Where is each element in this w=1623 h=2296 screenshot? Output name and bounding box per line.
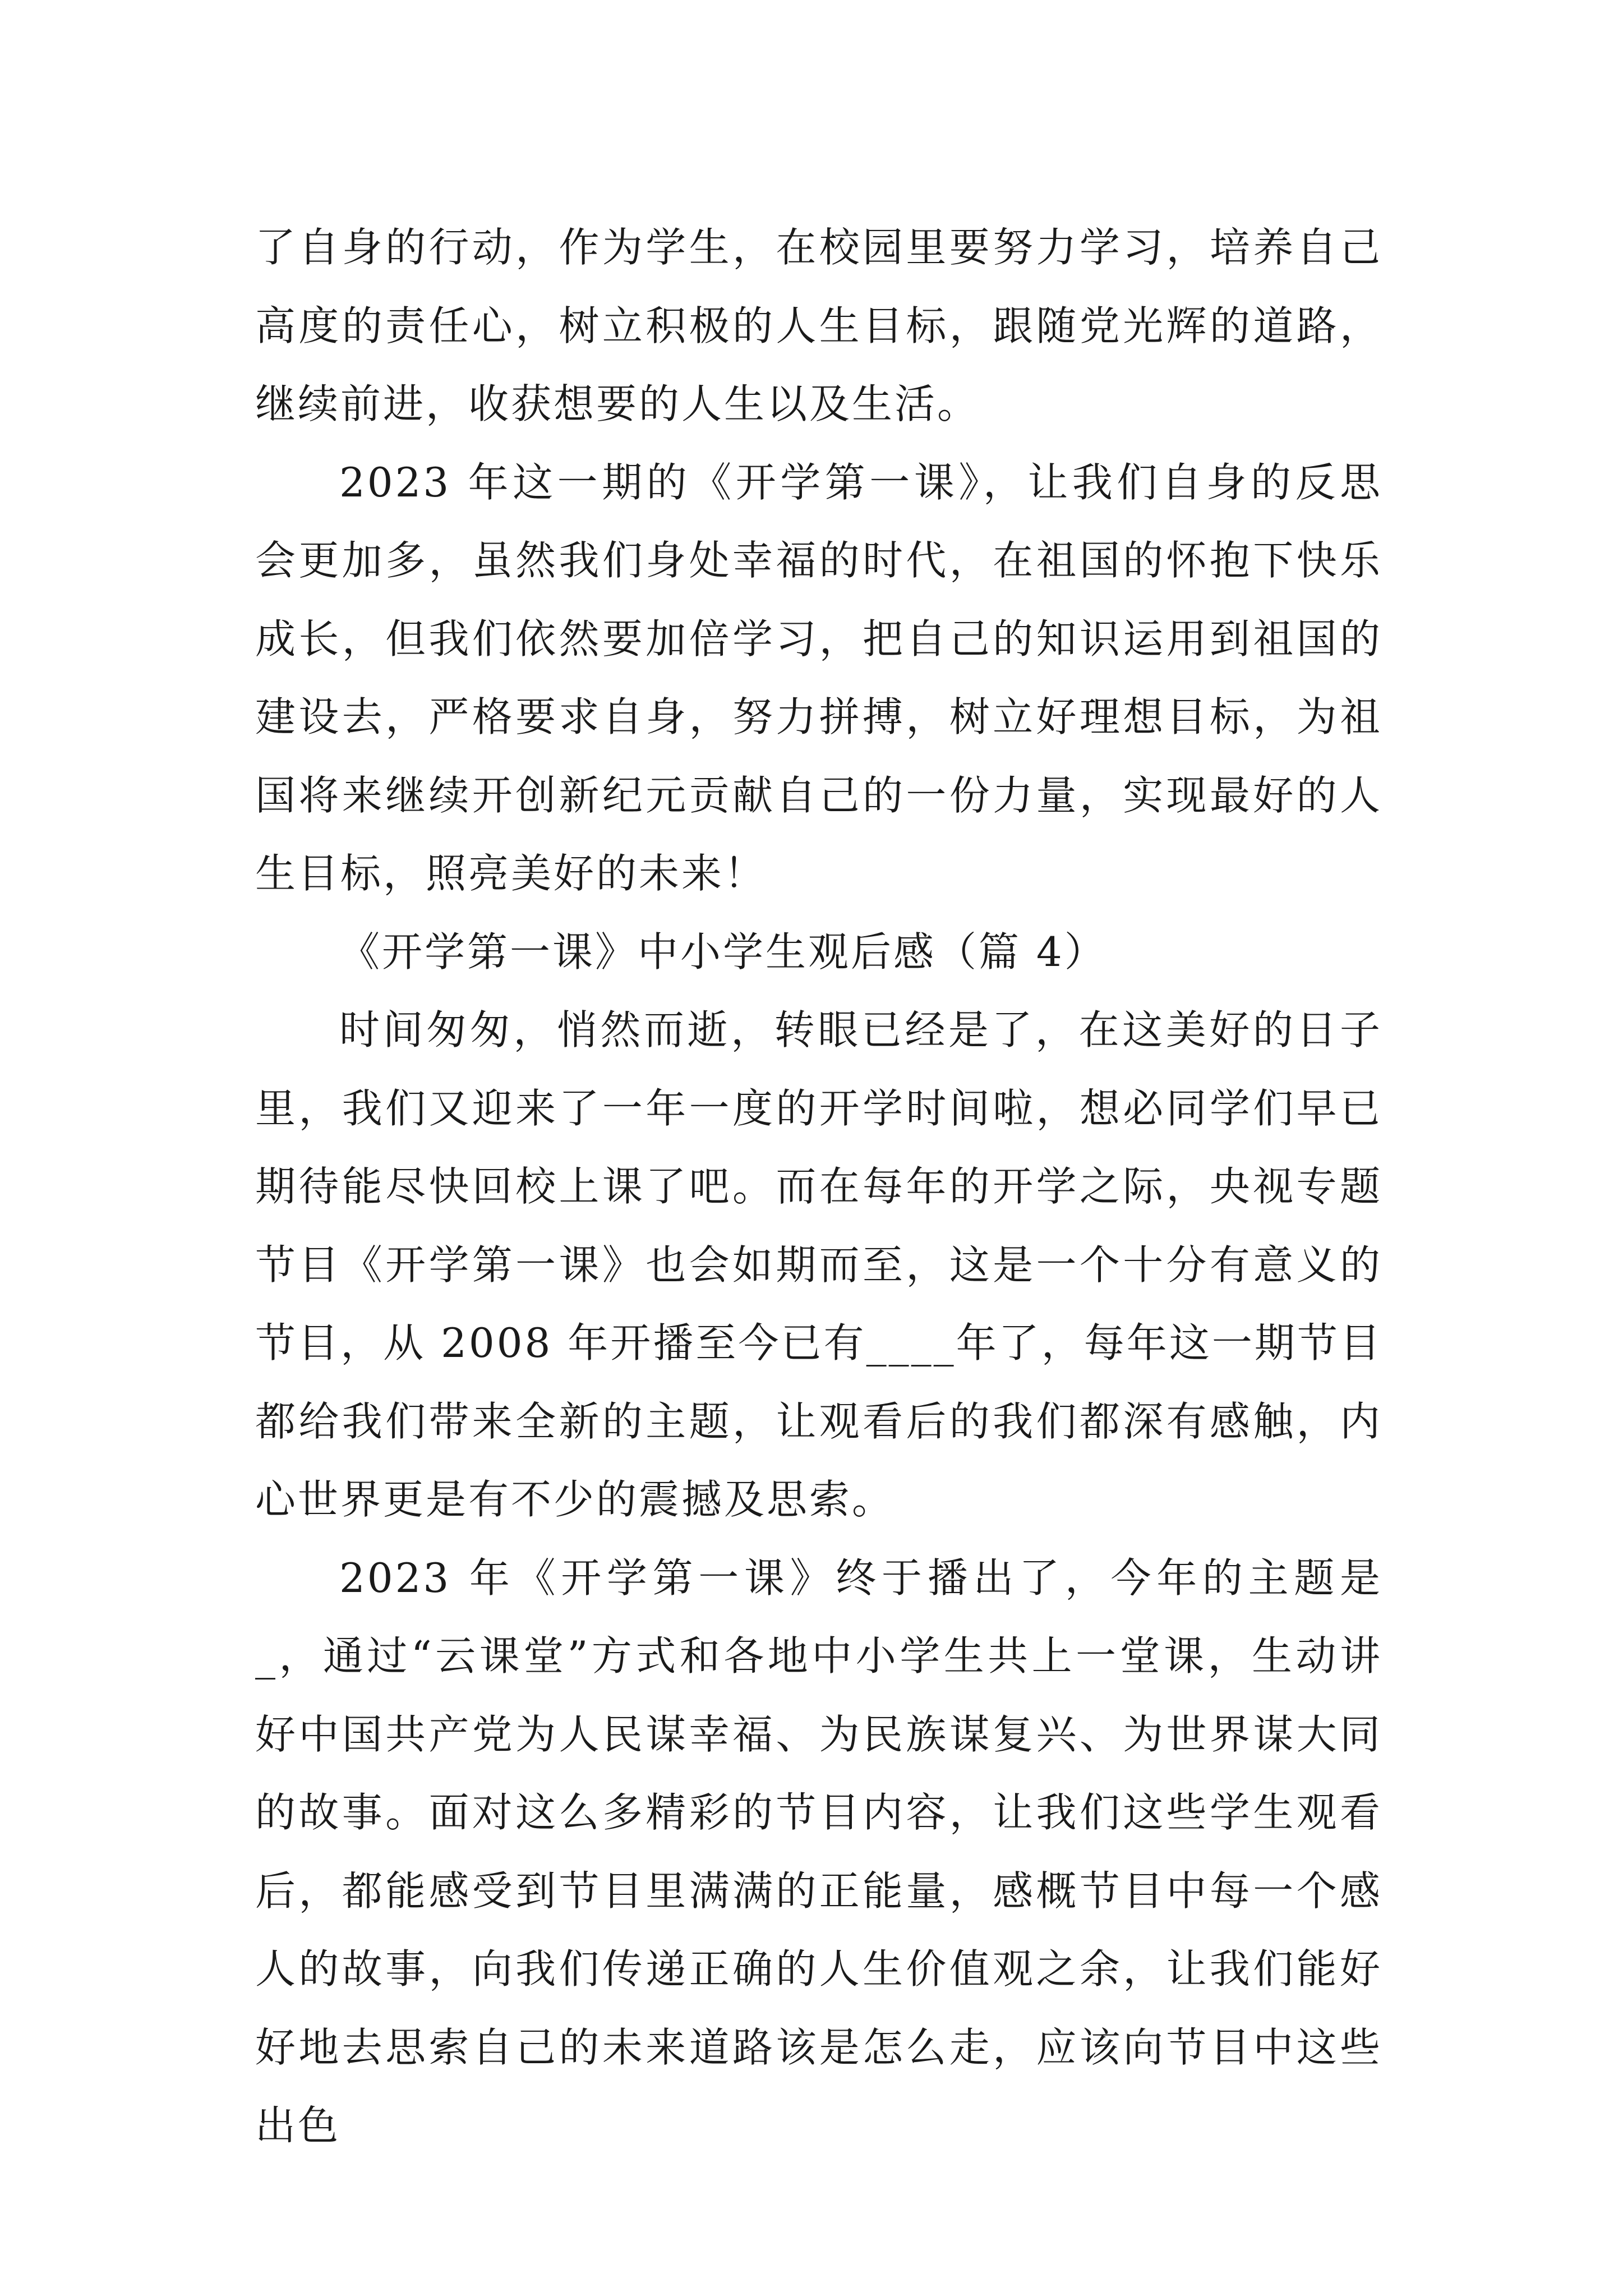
paragraph-2: 2023 年这一期的《开学第一课》，让我们自身的反思会更加多，虽然我们身处幸福的时代，在祖国的怀抱下快乐成长，但我们依然要加倍学习，把自己的知识运用到祖国的建设去，严格要求自身，努力拼搏，树立好理想目标，为祖国将来继续开创新纪元贡献自己的一份力量，实现最好的人生目标，照亮美好的未来！ [255,458,1382,897]
paragraph-3: 时间匆匆，悄然而逝，转眼已经是了，在这美好的日子里，我们又迎来了一年一度的开学时间啦，想必同学们早已期待能尽快回校上课了吧。而在每年的开学之际，央视专题节目《开学第一课》也会如期而至，这是一个十分有意义的节目，从 2008 年开播至今已有____年了，每年这一期节目都给我们带来全新的主题，让观看后的我们都深有感触，内心世界更是有不少的震撼及思索。 [255,1006,1382,1523]
section-heading: 《开学第一课》中小学生观后感（篇 4） [339,928,1107,976]
body-text [255,209,1382,2165]
paragraph-1: 了自身的行动，作为学生，在校园里要努力学习，培养自己高度的责任心，树立积极的人生目标，跟随党光辉的道路，继续前进，收获想要的人生以及生活。 [255,224,1382,427]
paragraph-4: 2023 年《开学第一课》终于播出了，今年的主题是_，通过“云课堂”方式和各地中小学生共上一堂课，生动讲好中国共产党为人民谋幸福、为民族谋复兴、为世界谋大同的故事。面对这么多精彩的节目内容，让我们这些学生观看后，都能感受到节目里满满的正能量，感概节目中每一个感人的故事，向我们传递正确的人生价值观之余，让我们能好好地去思索自己的未来道路该是怎么走，应该向节目中这些出色 [255,1554,1382,2149]
